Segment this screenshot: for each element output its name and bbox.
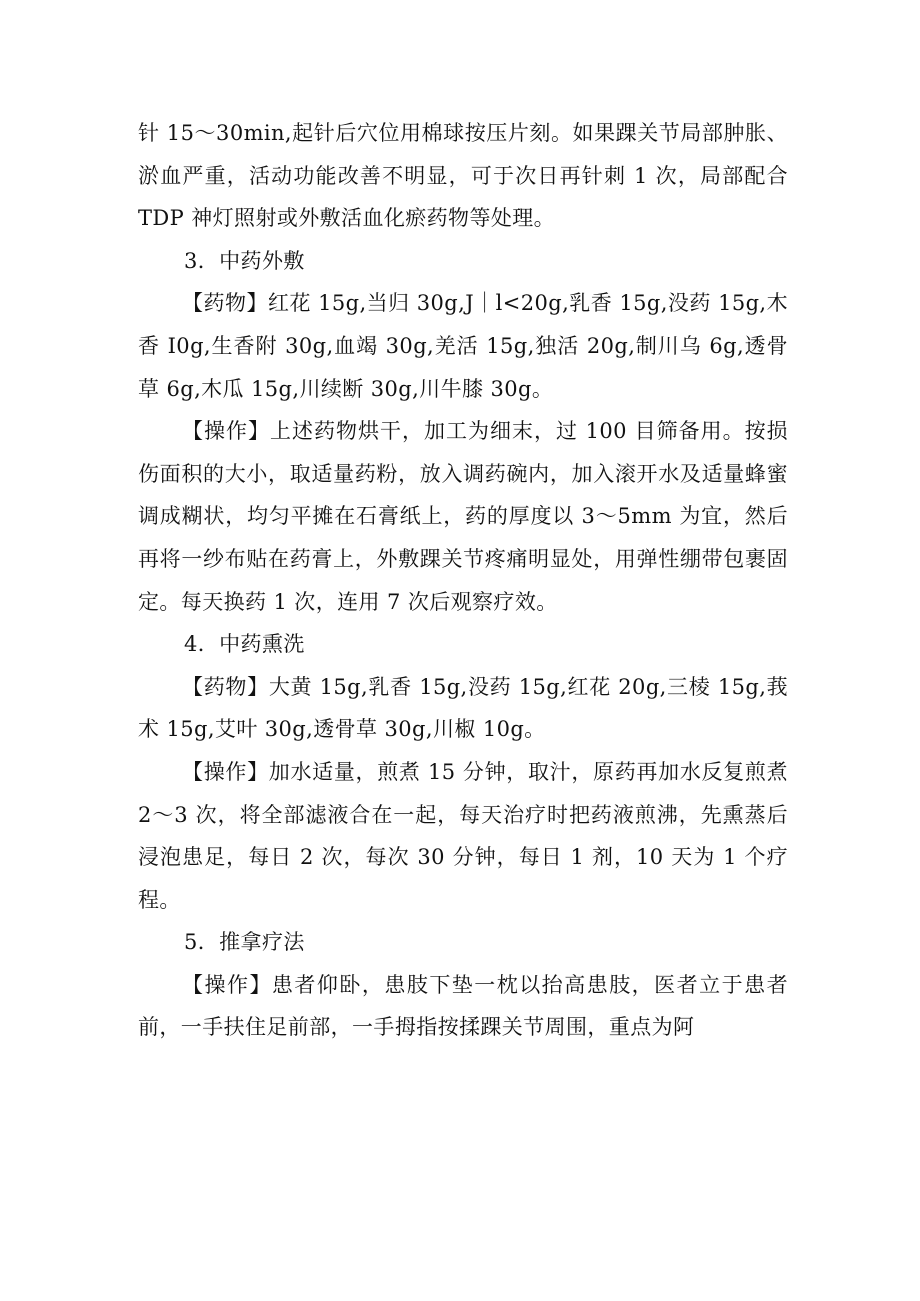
section-heading-herbal-compress: 3．中药外敷	[184, 248, 305, 273]
paragraph-fumigation-operation: 【操作】加水适量，煎煮 15 分钟，取汁，原药再加水反复煎煮 2～3 次，将全部滤液合在一起，每天治疗时把药液煎沸，先熏蒸后浸泡患足，每日 2 次，每次 30 分钟，每日 1 剂，10 天为 1 个疗程。	[138, 759, 788, 912]
paragraph-acupuncture-continued: 针 15～30min,起针后穴位用棉球按压片刻。如果踝关节局部肿胀、淤血严重，活动功能改善不明显，可于次日再针刺 1 次，局部配合 TDP 神灯照射或外敷活血化瘀药物等处理。	[138, 121, 788, 231]
section-heading-massage-therapy: 5．推拿疗法	[184, 930, 305, 955]
paragraph-compress-medicines: 【药物】红花 15g,当归 30g,J｜l<20g,乳香 15g,没药 15g,木香 I0g,生香附 30g,血竭 30g,羌活 15g,独活 20g,制川乌 6g,透骨草 6g,木瓜 15g,川续断 30g,川牛膝 30g。	[138, 291, 788, 401]
section-heading-herbal-fumigation: 4．中药熏洗	[184, 632, 305, 657]
paragraph-fumigation-medicines: 【药物】大黄 15g,乳香 15g,没药 15g,红花 20g,三棱 15g,莪术 15g,艾叶 30g,透骨草 30g,川椒 10g。	[138, 674, 788, 742]
document-body	[138, 112, 788, 1049]
paragraph-massage-operation: 【操作】患者仰卧，患肢下垫一枕以抬高患肢，医者立于患者前，一手扶住足前部，一手拇指按揉踝关节周围，重点为阿	[138, 972, 788, 1040]
paragraph-compress-operation: 【操作】上述药物烘干，加工为细末，过 100 目筛备用。按损伤面积的大小，取适量药粉，放入调药碗内，加入滚开水及适量蜂蜜调成糊状，均匀平摊在石膏纸上，药的厚度以 3～5mm 为宜，然后再将一纱布贴在药膏上，外敷踝关节疼痛明显处，用弹性绷带包裹固定。每天换药 1 次，连用 7 次后观察疗效。	[138, 419, 788, 614]
